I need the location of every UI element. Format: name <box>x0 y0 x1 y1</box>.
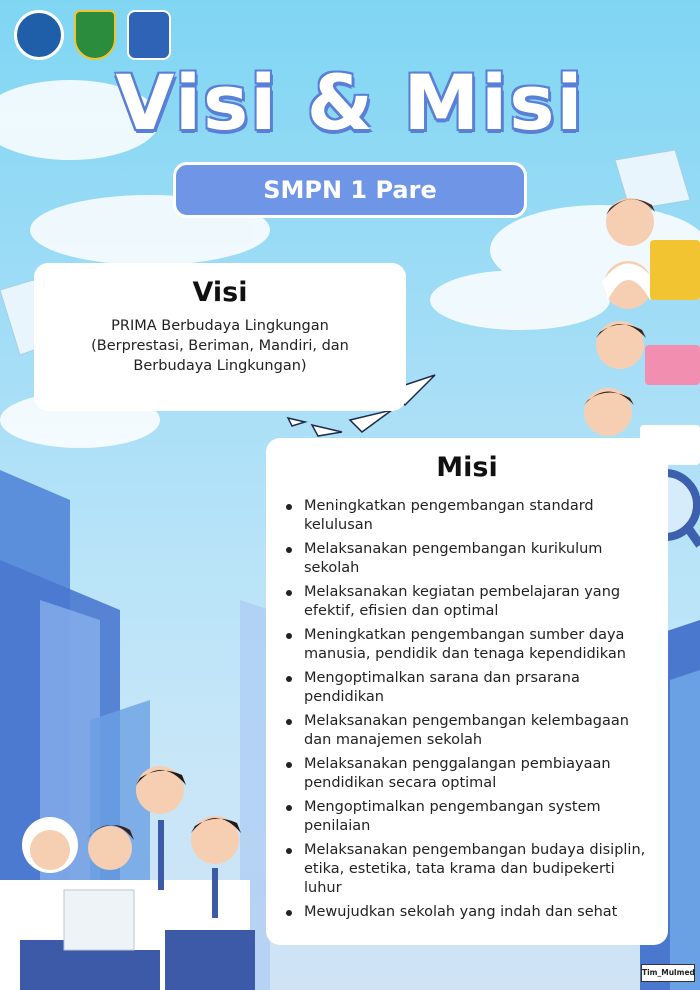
misi-list <box>266 497 668 922</box>
misi-item: Meningkatkan pengembangan standard kelulusan <box>304 497 650 535</box>
misi-item: Melaksanakan pengembangan kurikulum sekolah <box>304 540 650 578</box>
kabupaten-kediri-logo <box>74 10 116 60</box>
misi-heading: Misi <box>436 452 498 483</box>
credit-label: Tim_Mulmed <box>641 964 695 982</box>
visi-heading: Visi <box>192 277 248 308</box>
misi-item: Melaksanakan pengembangan kelembagaan dan manajemen sekolah <box>304 712 650 750</box>
misi-item: Melaksanakan penggalangan pembiayaan pendidikan secara optimal <box>304 755 650 793</box>
page-title: Visi & Misi <box>115 58 585 147</box>
misi-item: Mengoptimalkan sarana dan prsarana pendidikan <box>304 669 650 707</box>
visi-card <box>34 263 406 411</box>
visi-text: PRIMA Berbudaya Lingkungan (Berprestasi, Beriman, Mandiri, dan Berbudaya Lingkungan) <box>91 318 349 374</box>
school-name: SMPN 1 Pare <box>263 176 437 204</box>
misi-item: Mengoptimalkan pengembangan system penilaian <box>304 798 650 836</box>
misi-item: Melaksanakan pengembangan budaya disiplin, etika, estetika, tata krama dan budipekerti luhur <box>304 841 650 898</box>
misi-item: Meningkatkan pengembangan sumber daya manusia, pendidik dan tenaga kependidikan <box>304 626 650 664</box>
misi-item: Melaksanakan kegiatan pembelajaran yang efektif, efisien dan optimal <box>304 583 650 621</box>
school-name-badge <box>173 162 527 218</box>
school-logo <box>127 10 171 60</box>
tut-wuri-handayani-logo <box>14 10 64 60</box>
misi-card <box>266 438 668 945</box>
misi-item: Mewujudkan sekolah yang indah dan sehat <box>304 903 650 922</box>
